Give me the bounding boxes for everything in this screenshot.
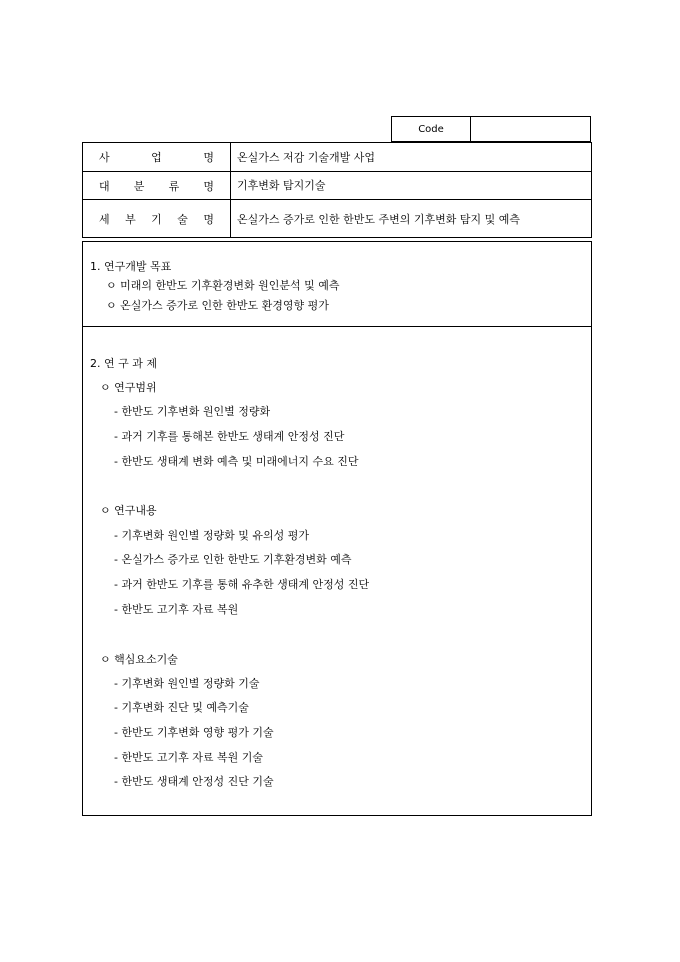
section-tasks [82,327,592,816]
task-group-heading: ㅇ 핵심요소기술 [100,653,178,666]
task-item: - 한반도 고기후 자료 복원 [114,603,239,616]
task-group-heading: ㅇ 연구내용 [100,504,157,517]
header-value-category: 기후변화 탐지기술 [237,179,326,192]
task-item: - 한반도 기후변화 영향 평가 기술 [114,726,274,739]
task-item: - 기후변화 진단 및 예측기술 [114,701,249,714]
header-row-project [83,143,591,172]
header-label-category: 대 분 류 명 [83,172,231,199]
header-value-subtech: 온실가스 증가로 인한 한반도 주변의 기후변화 탐지 및 예측 [237,212,520,226]
header-label-project: 사 업 명 [83,143,231,171]
task-item: - 과거 기후를 통해본 한반도 생태계 안정성 진단 [114,430,345,443]
goal-item: ㅇ 미래의 한반도 기후환경변화 원인분석 및 예측 [106,279,340,292]
task-group-heading: ㅇ 연구범위 [100,381,157,394]
header-value-project: 온실가스 저감 기술개발 사업 [237,150,376,164]
goal-item: ㅇ 온실가스 증가로 인한 한반도 환경영향 평가 [106,299,329,312]
header-row-subtech [83,200,591,238]
code-label: Code [392,117,471,141]
task-item: - 기후변화 원인별 정량화 기술 [114,677,260,690]
section-goals [82,242,592,327]
section-goals-title: 1. 연구개발 목표 [90,260,172,273]
task-item: - 한반도 생태계 안정성 진단 기술 [114,775,274,788]
task-item: - 한반도 기후변화 원인별 정량화 [114,405,271,418]
section-tasks-title: 2. 연 구 과 제 [90,357,157,370]
task-item: - 과거 한반도 기후를 통해 유추한 생태계 안정성 진단 [114,578,370,591]
code-box [391,116,591,142]
task-item: - 기후변화 원인별 정량화 및 유의성 평가 [114,529,309,542]
header-row-category [83,172,591,200]
header-label-subtech: 세 부 기 술 명 [83,200,231,238]
header-table [82,142,592,238]
task-item: - 한반도 고기후 자료 복원 기술 [114,751,263,764]
code-value [471,117,590,141]
task-item: - 온실가스 증가로 인한 한반도 기후환경변화 예측 [114,553,352,566]
task-item: - 한반도 생태계 변화 예측 및 미래에너지 수요 진단 [114,455,359,468]
